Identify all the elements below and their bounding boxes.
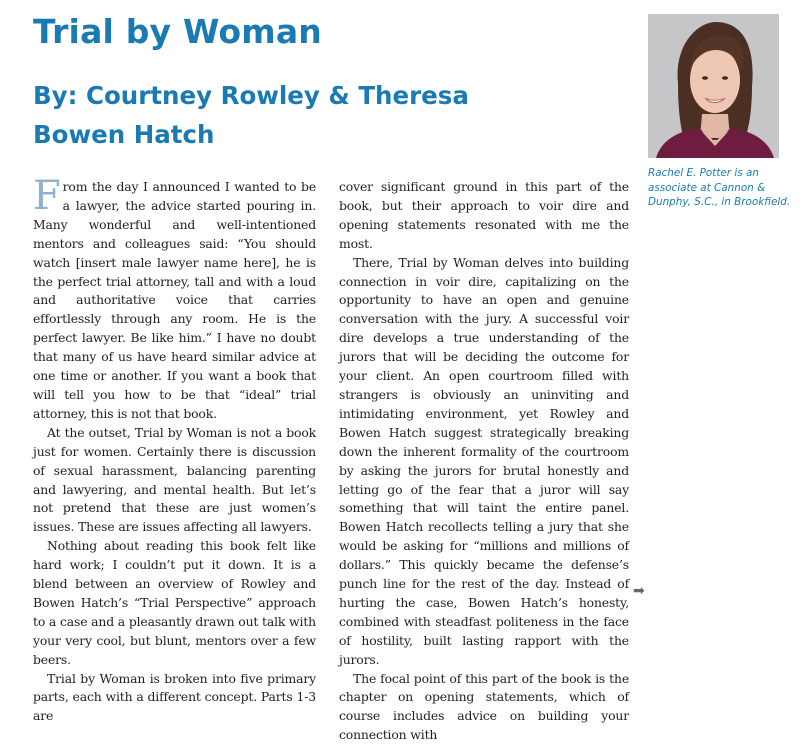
continue-arrow-icon: ➡ <box>633 583 645 599</box>
portrait-icon <box>648 14 779 158</box>
body-paragraph-2: At the outset, Trial by Woman is not a book just for women. Certainly there is discussion of sexual harassment, balancing parenting and lawyering, and mental health. But let’s not pretend that these are just women’s issues. These are issues affecting all lawyers. <box>33 424 316 535</box>
article-byline <box>33 76 469 154</box>
author-caption: Rachel E. Potter is an associate at Cannon & Dunphy, S.C., in Brookfield. <box>648 167 791 208</box>
paragraph-1-text: rom the day I announced I wanted to be a lawyer, the advice started pouring in. Many wonderful and well-intentioned mentors and colleagues said: “You should watch [insert male lawyer name here], he is the perfect trial attorney, tall and with a loud and authoritative voice that carries effortlessly through any room. He is the perfect lawyer. Be like him.” I have no doubt that many of us have heard similar advice at one time or another. If you want a book that will tell you how to be that “ideal” trial attorney, this is not that book. <box>33 179 316 421</box>
body-paragraph-3: Nothing about reading this book felt like hard work; I couldn’t put it down. It is a blend between an overview of Rowley and Bowen Hatch’s “Trial Perspective” approach to a case and a pleasantly drawn out talk with your very cool, but blunt, mentors over a few beers. <box>33 538 316 667</box>
article-title: Trial by Woman <box>33 12 323 51</box>
byline-line-1: By: Courtney Rowley & Theresa <box>33 81 469 110</box>
body-paragraph-1 <box>33 173 316 424</box>
text-column-1 <box>33 173 316 726</box>
body-paragraph-7: The focal point of this part of the book is the chapter on opening statements, which of course includes advice on building your connection with <box>339 670 629 743</box>
body-paragraph-4: Trial by Woman is broken into five primary parts, each with a different concept. Parts 1-3 are <box>33 670 316 724</box>
body-paragraph-5: cover significant ground in this part of the book, but their approach to voir dire and opening statements resonated with me the most. <box>339 179 629 251</box>
text-column-2 <box>339 178 629 745</box>
body-paragraph-6: There, Trial by Woman delves into building connection in voir dire, capitalizing on the opportunity to have an open and genuine conversation with the jury. A successful voir dire develops a true understanding of the jurors that will be deciding the outcome for your client. An open courtroom filled with strangers is obviously an uninviting and intimidating environment, yet Rowley and Bowen Hatch suggest strategically breaking down the inherent formality of the courtroom by asking the jurors for brutal honestly and letting go of the fear that a juror will say something that will taint the entire panel. Bowen Hatch recollects telling a jury that she would be asking for “millions and millions of dollars.” This quickly became the defense’s punch line for the rest of the day. Instead of hurting the case, Bowen Hatch’s honesty, combined with steadfast politeness in the face of hostility, built lasting rapport with the jurors. <box>339 254 629 667</box>
byline-line-2: Bowen Hatch <box>33 120 215 149</box>
author-photo <box>648 14 779 158</box>
drop-cap: F <box>33 173 61 219</box>
